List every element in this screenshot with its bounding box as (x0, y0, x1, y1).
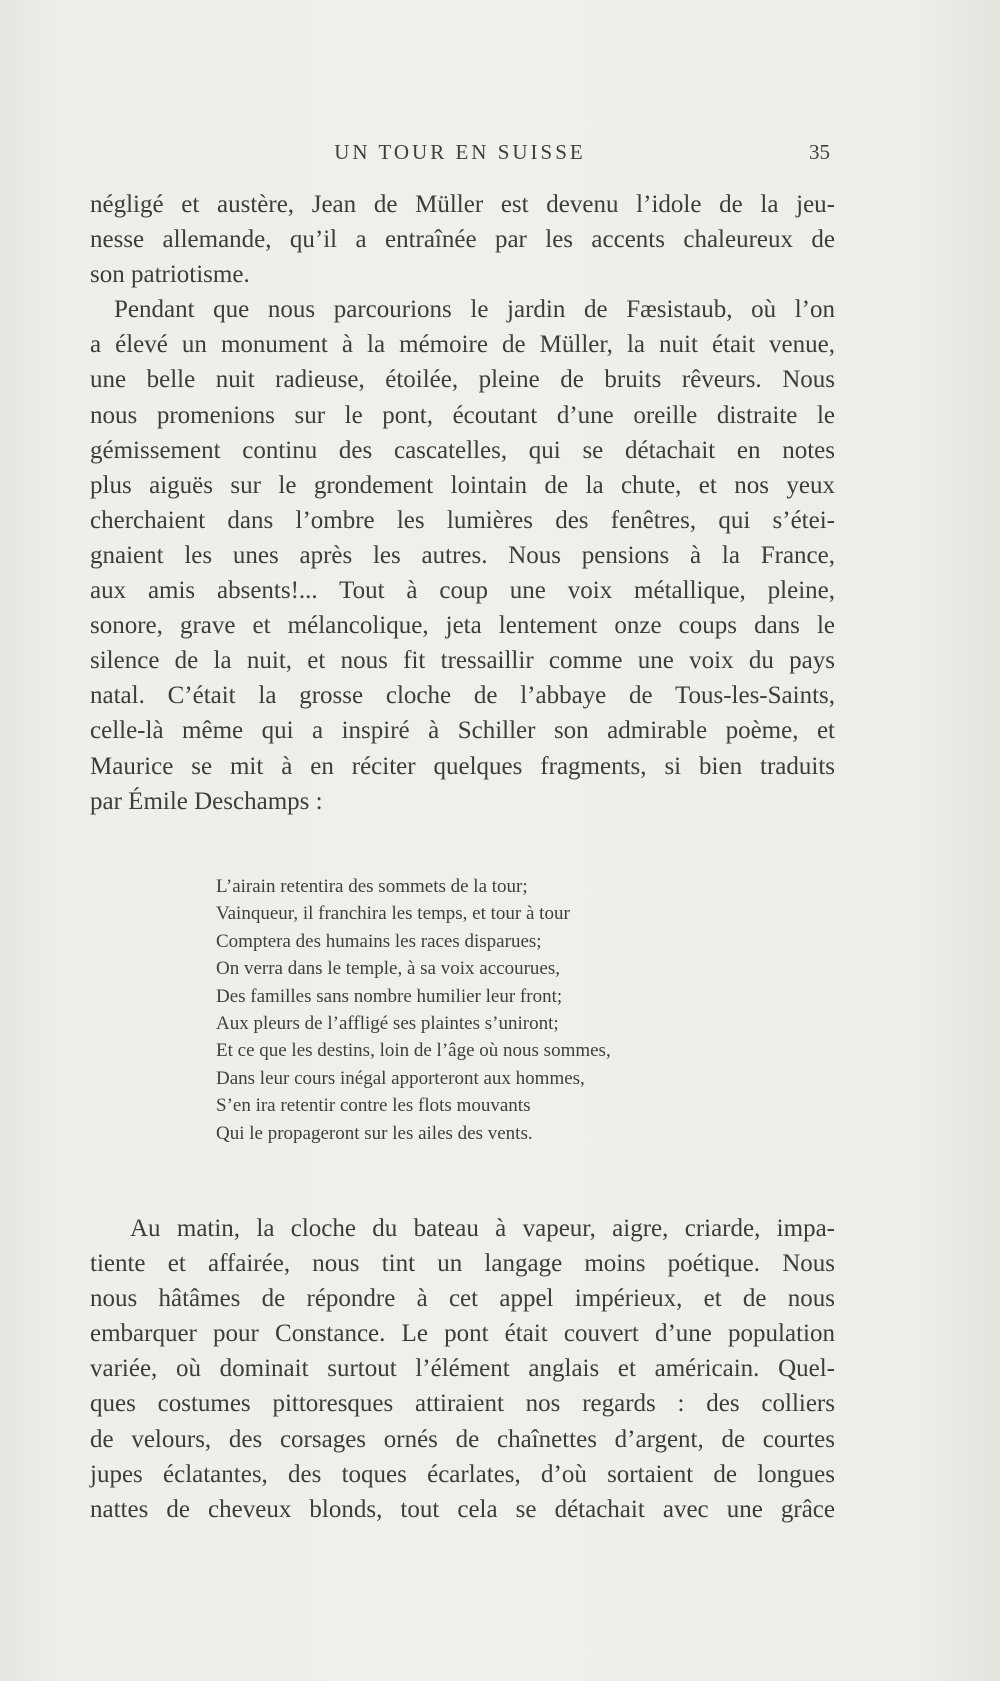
text-line: cherchaient dans l’ombre les lumières des fenêtres, qui s’étei- (90, 506, 835, 534)
text-line: jupes éclatantes, des toques écarlates, d’où sortaient de longues (90, 1460, 835, 1488)
text-line: sonore, grave et mélancolique, jeta lentement onze coups dans le (90, 612, 835, 640)
verse-line: On verra dans le temple, à sa voix accourues, (216, 958, 560, 980)
text-line: ques costumes pittoresques attiraient nos regards : des colliers (90, 1390, 835, 1418)
paragraph-top (90, 187, 835, 819)
text-line: embarquer pour Constance. Le pont était couvert d’une population (90, 1320, 835, 1348)
verse-line: L’airain retentira des sommets de la tour; (216, 876, 528, 897)
text-line: celle-là même qui a inspiré à Schiller son admirable poème, et (90, 717, 835, 745)
verse-quotation (216, 873, 736, 1147)
text-line: une belle nuit radieuse, étoilée, pleine de bruits rêveurs. Nous (90, 366, 835, 394)
verse-line: Aux pleurs de l’affligé ses plaintes s’uniront; (216, 1012, 559, 1034)
text-line: nesse allemande, qu’il a entraînée par les accents chaleureux de (90, 226, 835, 254)
text-line: par Émile Deschamps : (90, 787, 323, 815)
verse-line: Comptera des humains les races disparues; (216, 930, 542, 952)
text-line: silence de la nuit, et nous fit tressaillir comme une voix du pays (90, 647, 835, 675)
running-head (90, 140, 830, 170)
verse-line: Et ce que les destins, loin de l’âge où nous sommes, (216, 1040, 611, 1062)
text-line: Maurice se mit à en réciter quelques fragments, si bien traduits (90, 752, 835, 780)
verse-line: Des familles sans nombre humilier leur front; (216, 985, 563, 1007)
text-line: Au matin, la cloche du bateau à vapeur, aigre, criarde, impa- (130, 1215, 835, 1242)
text-line: aux amis absents!... Tout à coup une voix métallique, pleine, (90, 577, 835, 605)
verse-line: Vainqueur, il franchira les temps, et tour à tour (216, 903, 570, 925)
verse-line: S’en ira retentir contre les flots mouvants (216, 1095, 531, 1117)
paragraph-bottom (90, 1211, 835, 1527)
text-line: a élevé un monument à la mémoire de Müller, la nuit était venue, (90, 331, 835, 359)
text-line: variée, où dominait surtout l’élément anglais et américain. Quel- (90, 1355, 835, 1383)
running-title: UN TOUR EN SUISSE (334, 140, 586, 164)
text-line: nous hâtâmes de répondre à cet appel impérieux, et de nous (90, 1285, 835, 1313)
page-number: 35 (809, 140, 830, 164)
text-line: son patriotisme. (90, 261, 250, 289)
verse-line: Dans leur cours inégal apporteront aux hommes, (216, 1067, 585, 1089)
text-line: nous promenions sur le pont, écoutant d’une oreille distraite le (90, 401, 835, 429)
text-line: de velours, des corsages ornés de chaînettes d’argent, de courtes (90, 1425, 835, 1453)
verse-line: Qui le propageront sur les ailes des vents. (216, 1122, 533, 1144)
text-line: plus aiguës sur le grondement lointain de la chute, et nos yeux (90, 471, 835, 499)
text-line: nattes de cheveux blonds, tout cela se détachait avec une grâce (90, 1495, 835, 1523)
text-line: Pendant que nous parcourions le jardin de Fæsistaub, où l’on (114, 296, 835, 324)
text-line: tiente et affairée, nous tint un langage moins poétique. Nous (90, 1250, 835, 1278)
text-line: gémissement continu des cascatelles, qui se détachait en notes (90, 436, 835, 464)
text-line: natal. C’était la grosse cloche de l’abbaye de Tous-les-Saints, (90, 682, 835, 710)
text-line: gnaient les unes après les autres. Nous pensions à la France, (90, 541, 835, 569)
text-line: négligé et austère, Jean de Müller est devenu l’idole de la jeu- (90, 191, 835, 218)
